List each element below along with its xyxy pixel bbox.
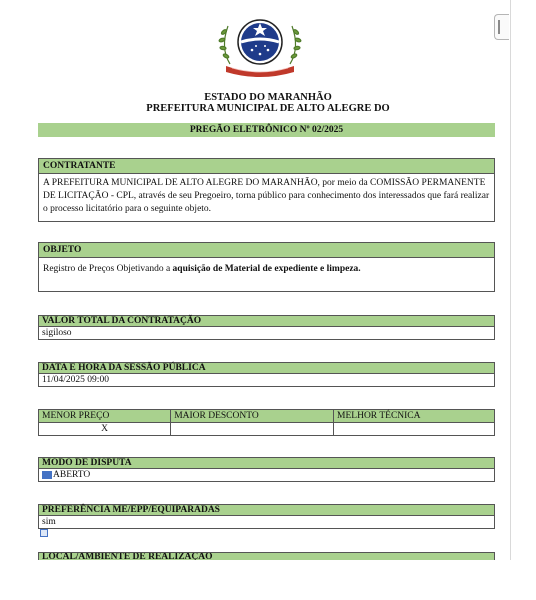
small-checkbox-icon[interactable] — [40, 529, 48, 537]
criterio-mark-menor-preco: X — [39, 423, 171, 436]
contratante-section — [38, 158, 495, 222]
valor-section — [38, 315, 495, 340]
objeto-text — [39, 258, 494, 279]
section-title: DATA E HORA DA SESSÃO PÚBLICA — [39, 363, 494, 374]
criterio-col-menor-preco: MENOR PREÇO — [39, 410, 171, 423]
criterio-col-melhor-tecnica: MELHOR TÉCNICA — [334, 410, 495, 423]
coat-of-arms-logo — [212, 8, 308, 78]
sessao-section — [38, 362, 495, 387]
valor-value: sigiloso — [42, 328, 72, 338]
section-title: LOCAL/AMBIENTE DE REALIZAÇÃO — [39, 552, 494, 560]
page-edge — [510, 0, 511, 560]
criterio-mark-melhor-tecnica — [334, 423, 495, 436]
sessao-value: 11/04/2025 09:00 — [42, 375, 109, 385]
section-title: CONTRATANTE — [39, 159, 494, 174]
criterio-col-maior-desconto: MAIOR DESCONTO — [171, 410, 334, 423]
modo-value — [39, 469, 494, 481]
objeto-text-bold: aquisição de Material de expediente e limpeza. — [172, 264, 361, 274]
criterio-mark-maior-desconto — [171, 423, 334, 436]
state-heading: ESTADO DO MARANHÃO — [204, 92, 332, 103]
modo-section — [38, 457, 495, 482]
criterio-table — [38, 409, 495, 436]
section-title: PREFERÊNCIA ME/EPP/EQUIPARADAS — [39, 505, 494, 516]
preferencia-section — [38, 504, 495, 529]
scroll-handle[interactable] — [494, 14, 509, 40]
modo-label: ABERTO — [53, 470, 91, 480]
pregao-title: PREGÃO ELETRÔNICO Nº 02/2025 — [38, 123, 495, 137]
checkbox-icon[interactable] — [42, 471, 52, 479]
prefeitura-heading: PREFEITURA MUNICIPAL DE ALTO ALEGRE DO — [146, 103, 390, 114]
objeto-section — [38, 242, 495, 292]
contratante-text: A PREFEITURA MUNICIPAL DE ALTO ALEGRE DO MARANHÃO, por meio da COMISSÃO PERMANENTE DE LICITAÇÃO - CPL, através de seu Pregoeiro, torna público para conhecimento dos interessados que fará realizar o processo licitatório para o seguinte objeto. — [43, 178, 490, 214]
local-section — [38, 552, 495, 560]
preferencia-value: sim — [42, 517, 56, 527]
objeto-text-plain: Registro de Preços Objetivando a — [43, 264, 173, 274]
section-title: OBJETO — [39, 243, 494, 258]
section-title: VALOR TOTAL DA CONTRATAÇÃO — [39, 316, 494, 327]
section-title: MODO DE DISPUTA — [39, 458, 494, 469]
